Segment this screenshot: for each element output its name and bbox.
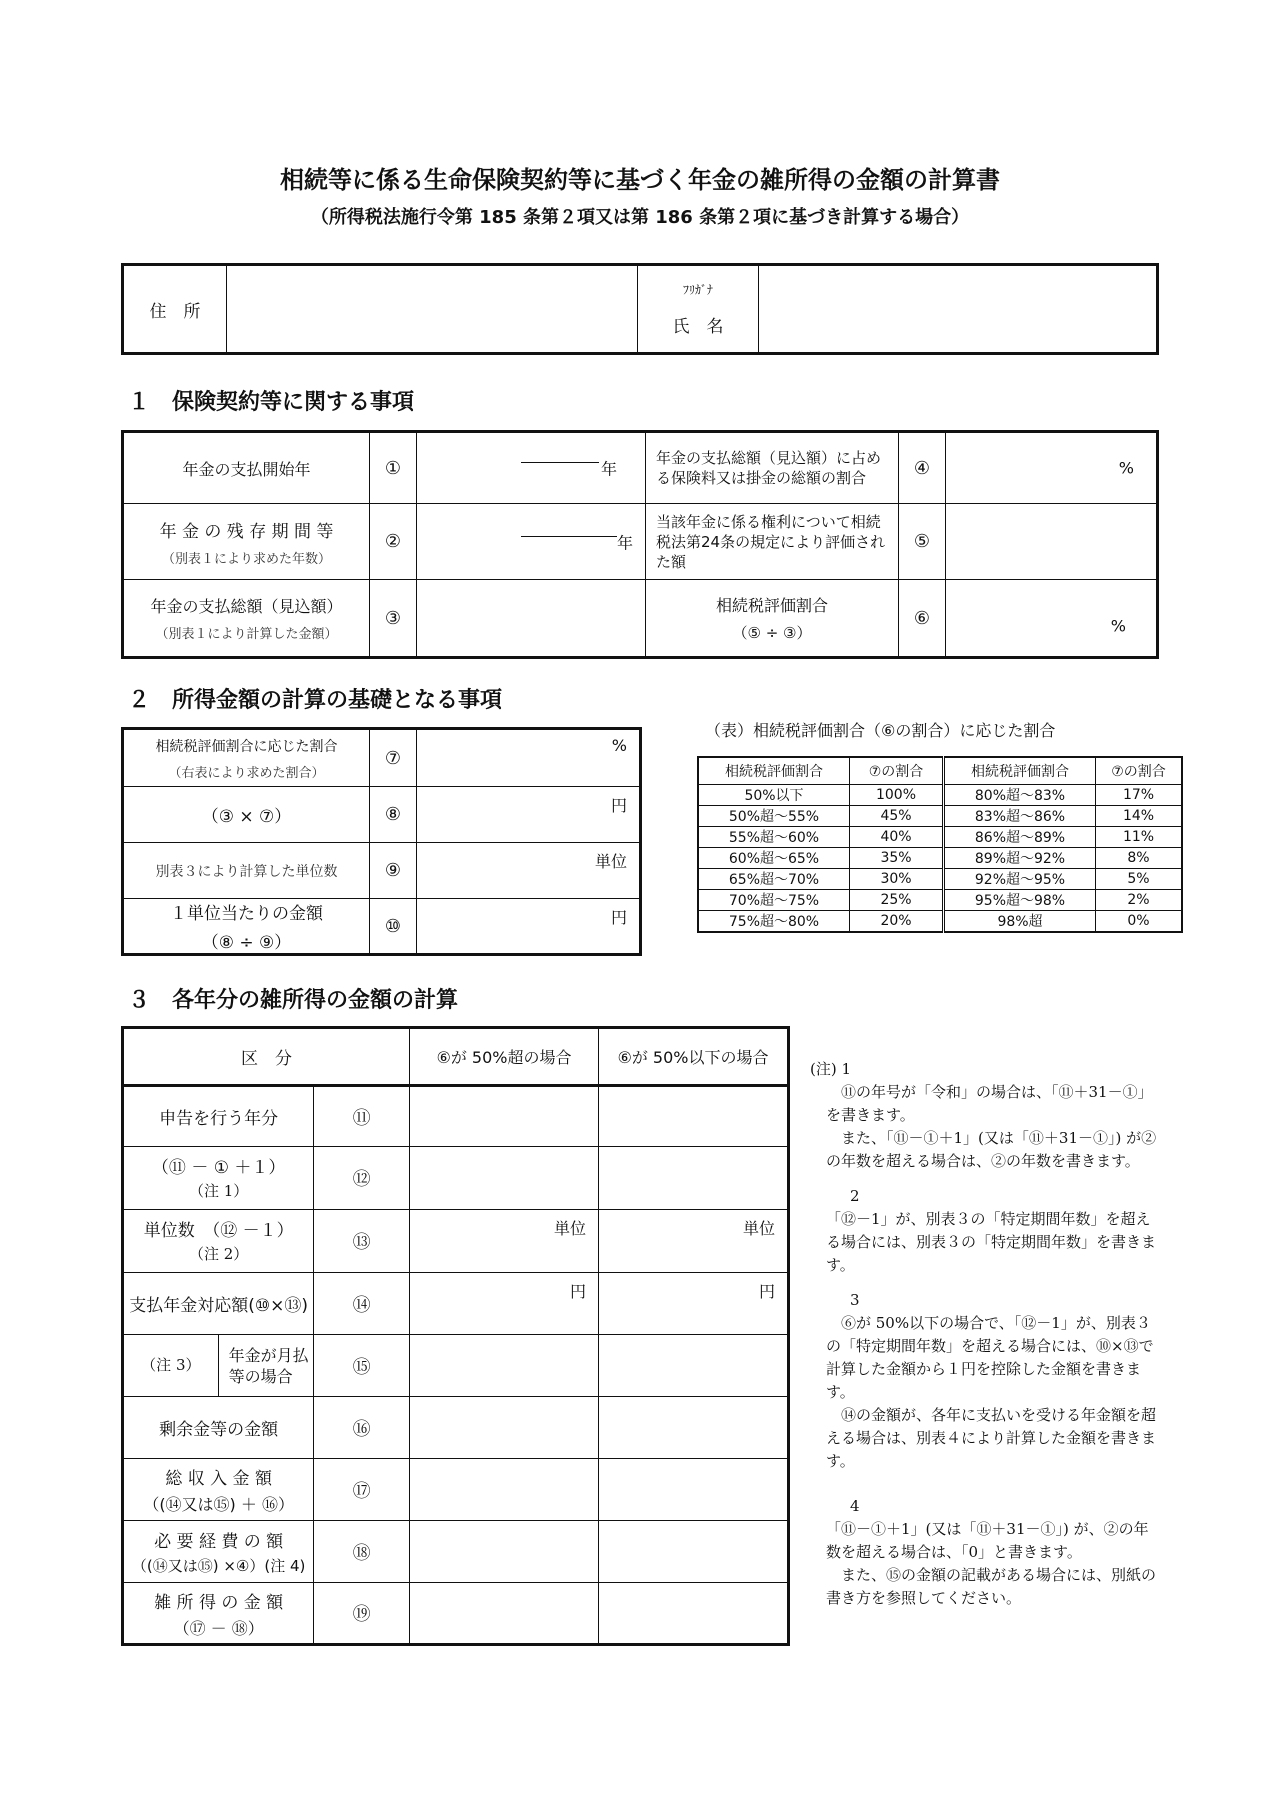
s3-label-14: 支払年金対応額(⑩×⑬) (123, 1273, 314, 1335)
s1-rlabel-6-text: 相続税評価割合 (715, 596, 828, 615)
s1-field-4[interactable] (946, 432, 1158, 504)
s1-rlabel-6-sub: （⑤ ÷ ③） (732, 624, 812, 642)
rate-cell: 17% (1096, 785, 1183, 806)
rate-header-2: ⑦の割合 (850, 757, 944, 785)
s3-label-17-text: 総 収 入 金 額 (165, 1469, 272, 1489)
notes-block (810, 1058, 1160, 1610)
s3-field-14a[interactable] (410, 1273, 599, 1335)
rate-cell: 25% (850, 890, 944, 911)
year-underline (521, 462, 599, 463)
s1-unit-6: % (1110, 616, 1126, 636)
section2-heading: ２ 所得金額の計算の基礎となる事項 (128, 688, 503, 713)
s3-field-17b[interactable] (599, 1459, 789, 1521)
rate-cell: 35% (850, 848, 944, 869)
page-subtitle: （所得税法施行令第 185 条第２項又は第 186 条第２項に基づき計算する場合） (310, 207, 970, 228)
s2-field-9[interactable] (417, 843, 641, 899)
rate-header-3: 相続税評価割合 (944, 757, 1096, 785)
s3-note3-ref: （注 3） (123, 1335, 219, 1397)
s1-field-1[interactable] (417, 432, 646, 504)
s2-label-10 (123, 899, 370, 955)
s1-rlabel-5: 当該年金に係る権利について相続税法第24条の規定により評価された額 (646, 504, 899, 580)
s2-label-10-text: １単位当たりの金額 (170, 904, 323, 924)
s3-label-12 (123, 1147, 314, 1210)
s3-num-14: ⑭ (314, 1273, 410, 1335)
rate-header-1: 相続税評価割合 (698, 757, 850, 785)
s2-unit-7: % (611, 736, 627, 755)
s3-num-17: ⑰ (314, 1459, 410, 1521)
address-field[interactable] (227, 265, 638, 354)
s1-field-2[interactable] (417, 504, 646, 580)
s1-field-3[interactable] (417, 580, 646, 658)
s3-label-18-sub: （(⑭又は⑮) ×④）(注 4) (131, 1557, 306, 1575)
s2-field-10[interactable] (417, 899, 641, 955)
s3-unit-14b: 円 (758, 1282, 775, 1301)
rate-cell: 95%超～98% (944, 890, 1096, 911)
s1-label-2 (123, 504, 370, 580)
s3-field-16b[interactable] (599, 1397, 789, 1459)
rate-cell: 75%超～80% (698, 911, 850, 933)
s3-label-19 (123, 1583, 314, 1645)
s1-unit-1: 年 (600, 459, 617, 479)
s3-label-12-text: （⑪ － ① ＋１） (151, 1158, 286, 1178)
rate-cell: 20% (850, 911, 944, 933)
s2-unit-10: 円 (610, 908, 627, 927)
s3-num-19: ⑲ (314, 1583, 410, 1645)
s3-label-16: 剰余金等の金額 (123, 1397, 314, 1459)
rate-cell: 83%超～86% (944, 806, 1096, 827)
rate-cell: 70%超～75% (698, 890, 850, 911)
s1-num-1: ① (370, 432, 417, 504)
note4-text-a: 「⑪－①＋1」(又は「⑪＋31－①」) が、②の年数を超える場合は、「0」と書きます。 (826, 1520, 1149, 1561)
s2-label-8: （③ × ⑦） (123, 787, 370, 843)
s2-label-7-text: 相続税評価割合に応じた割合 (155, 738, 338, 755)
s1-num-2: ② (370, 504, 417, 580)
note3-text-b: ⑭の金額が、各年に支払いを受ける年金額を超える場合は、別表４により計算した金額を書きます。 (826, 1406, 1157, 1470)
s2-num-7: ⑦ (370, 729, 417, 787)
s2-field-7[interactable] (417, 729, 641, 787)
s2-num-10: ⑩ (370, 899, 417, 955)
rate-row (698, 806, 1182, 827)
s1-label-1-text: 年金の支払開始年 (182, 459, 311, 479)
s1-field-6[interactable] (946, 580, 1158, 658)
s1-num-5: ⑤ (899, 504, 946, 580)
s3-label-18 (123, 1521, 314, 1583)
s3-field-18a[interactable] (410, 1521, 599, 1583)
rate-cell: 14% (1096, 806, 1183, 827)
page-title: 相続等に係る生命保険契約等に基づく年金の雑所得の金額の計算書 (280, 166, 1000, 194)
rate-cell: 60%超～65% (698, 848, 850, 869)
rate-row (698, 785, 1182, 806)
s3-label-19-text: 雑 所 得 の 金 額 (154, 1592, 284, 1613)
s3-col-a-header: ⑥が 50%超の場合 (410, 1028, 599, 1086)
s1-num-6: ⑥ (899, 580, 946, 658)
rate-table-caption: （表）相続税評価割合（⑥の割合）に応じた割合 (705, 721, 1056, 740)
s3-field-15a[interactable] (410, 1335, 599, 1397)
s2-label-7 (123, 729, 370, 787)
rate-row (698, 848, 1182, 869)
s1-label-3-sub: （別表１により計算した金額） (155, 627, 338, 642)
rate-row (698, 869, 1182, 890)
section1-table (121, 430, 1159, 659)
s3-num-15: ⑮ (314, 1335, 410, 1397)
s3-label-17-sub: （(⑭又は⑮) ＋ ⑯） (143, 1495, 294, 1514)
s3-kubun-header: 区 分 (123, 1028, 410, 1086)
rate-table (697, 756, 1183, 933)
s3-unit-13b: 単位 (742, 1219, 775, 1238)
rate-cell: 89%超～92% (944, 848, 1096, 869)
rate-cell: 40% (850, 827, 944, 848)
s3-num-16: ⑯ (314, 1397, 410, 1459)
s3-num-12: ⑫ (314, 1147, 410, 1210)
s3-num-18: ⑱ (314, 1521, 410, 1583)
address-label: 住 所 (123, 265, 227, 354)
s2-unit-9: 単位 (594, 852, 627, 871)
s1-field-5[interactable] (946, 504, 1158, 580)
s3-label-13 (123, 1210, 314, 1273)
s3-label-12-sub: （注 1） (189, 1182, 249, 1200)
s3-label-13-text: 単位数 （⑫ －１） (143, 1221, 294, 1241)
s3-field-11a[interactable] (410, 1086, 599, 1147)
s3-label-19-sub: （⑰ － ⑱） (173, 1618, 264, 1638)
s3-field-17a[interactable] (410, 1459, 599, 1521)
s2-label-9: 別表３により計算した単位数 (123, 843, 370, 899)
s1-rlabel-4: 年金の支払総額（見込額）に占める保険料又は掛金の総額の割合 (646, 432, 899, 504)
s2-field-8[interactable] (417, 787, 641, 843)
s3-field-18b[interactable] (599, 1521, 789, 1583)
name-field[interactable] (759, 265, 1158, 354)
rate-cell: 0% (1096, 911, 1183, 933)
note1-text-a: ⑪の年号が「令和」の場合は、「⑪＋31－①」を書きます。 (826, 1083, 1153, 1124)
rate-cell: 100% (850, 785, 944, 806)
note4-title: 4 (850, 1497, 860, 1515)
s3-field-12b[interactable] (599, 1147, 789, 1210)
s1-rlabel-6 (646, 580, 899, 658)
rate-cell: 80%超～83% (944, 785, 1096, 806)
section3-heading: ３ 各年分の雑所得の金額の計算 (128, 988, 459, 1013)
applicant-table (121, 263, 1159, 355)
name-label: 氏 名 (672, 317, 724, 337)
rate-cell: 45% (850, 806, 944, 827)
s2-num-8: ⑧ (370, 787, 417, 843)
s3-label-11: 申告を行う年分 (123, 1086, 314, 1147)
furigana-label: ﾌﾘｶﾞﾅ (682, 283, 713, 297)
s3-label-17 (123, 1459, 314, 1521)
rate-cell: 50%以下 (698, 785, 850, 806)
note1-title: (注) 1 (810, 1060, 852, 1078)
s3-label-15: 年金が月払等の場合 (218, 1335, 314, 1397)
s1-label-3-text: 年金の支払総額（見込額） (150, 597, 343, 616)
s2-label-10-sub: （⑧ ÷ ⑨） (201, 933, 292, 953)
s3-unit-14a: 円 (569, 1282, 586, 1301)
s3-num-11: ⑪ (314, 1086, 410, 1147)
rate-cell: 50%超～55% (698, 806, 850, 827)
s3-field-11b[interactable] (599, 1086, 789, 1147)
s3-field-16a[interactable] (410, 1397, 599, 1459)
rate-cell: 8% (1096, 848, 1183, 869)
note4-text-b: また、⑮の金額の記載がある場合には、別紙の書き方を参照してください。 (826, 1566, 1157, 1607)
s1-label-1 (123, 432, 370, 504)
rate-cell: 98%超 (944, 911, 1096, 933)
s1-unit-4: % (1118, 458, 1134, 478)
rate-cell: 30% (850, 869, 944, 890)
year-underline (521, 536, 617, 537)
s3-col-b-header: ⑥が 50%以下の場合 (599, 1028, 789, 1086)
rate-row (698, 911, 1182, 933)
s3-field-12a[interactable] (410, 1147, 599, 1210)
s2-unit-8: 円 (610, 796, 627, 815)
s1-num-4: ④ (899, 432, 946, 504)
s1-label-3 (123, 580, 370, 658)
s3-unit-13a: 単位 (553, 1219, 586, 1238)
note2-text: 「⑫－1」が、別表３の「特定期間年数」を超える場合には、別表３の「特定期間年数」を書きます。 (826, 1210, 1157, 1274)
rate-header-4: ⑦の割合 (1096, 757, 1183, 785)
rate-cell: 65%超～70% (698, 869, 850, 890)
s3-label-13-sub: （注 2） (189, 1245, 249, 1263)
rate-row (698, 827, 1182, 848)
s1-label-2-text: 年 金 の 残 存 期 間 等 (159, 521, 334, 542)
rate-cell: 55%超～60% (698, 827, 850, 848)
s3-label-18-text: 必 要 経 費 の 額 (154, 1532, 284, 1552)
section2-table (121, 727, 642, 956)
s3-field-13a[interactable] (410, 1210, 599, 1273)
rate-cell: 2% (1096, 890, 1183, 911)
s3-field-15b[interactable] (599, 1335, 789, 1397)
note3-text-a: ⑥が 50%以下の場合で、「⑫－1」が、別表３の「特定期間年数」を超える場合には、⑩×⑬で計算した金額から１円を控除した金額を書きます。 (826, 1314, 1154, 1401)
note3-title: 3 (850, 1291, 860, 1309)
s1-num-3: ③ (370, 580, 417, 658)
note2-title: 2 (850, 1187, 860, 1205)
s2-num-9: ⑨ (370, 843, 417, 899)
s3-field-19a[interactable] (410, 1583, 599, 1645)
rate-cell: 5% (1096, 869, 1183, 890)
section3-table (121, 1026, 790, 1646)
s3-field-19b[interactable] (599, 1583, 789, 1645)
rate-row (698, 890, 1182, 911)
rate-cell: 92%超～95% (944, 869, 1096, 890)
s1-unit-2: 年 (616, 533, 633, 552)
section1-heading: １ 保険契約等に関する事項 (128, 390, 415, 415)
s3-field-13b[interactable] (599, 1210, 789, 1273)
rate-cell: 86%超～89% (944, 827, 1096, 848)
rate-cell: 11% (1096, 827, 1183, 848)
s1-label-2-sub: （別表１により求めた年数） (161, 551, 331, 567)
name-label-cell (638, 265, 759, 354)
note1-text-b: また、「⑪－①＋1」(又は「⑪＋31－①」) が②の年数を超える場合は、②の年数を書きます。 (826, 1129, 1157, 1170)
s2-label-7-sub: （右表により求めた割合） (168, 765, 325, 781)
s3-num-13: ⑬ (314, 1210, 410, 1273)
s3-field-14b[interactable] (599, 1273, 789, 1335)
